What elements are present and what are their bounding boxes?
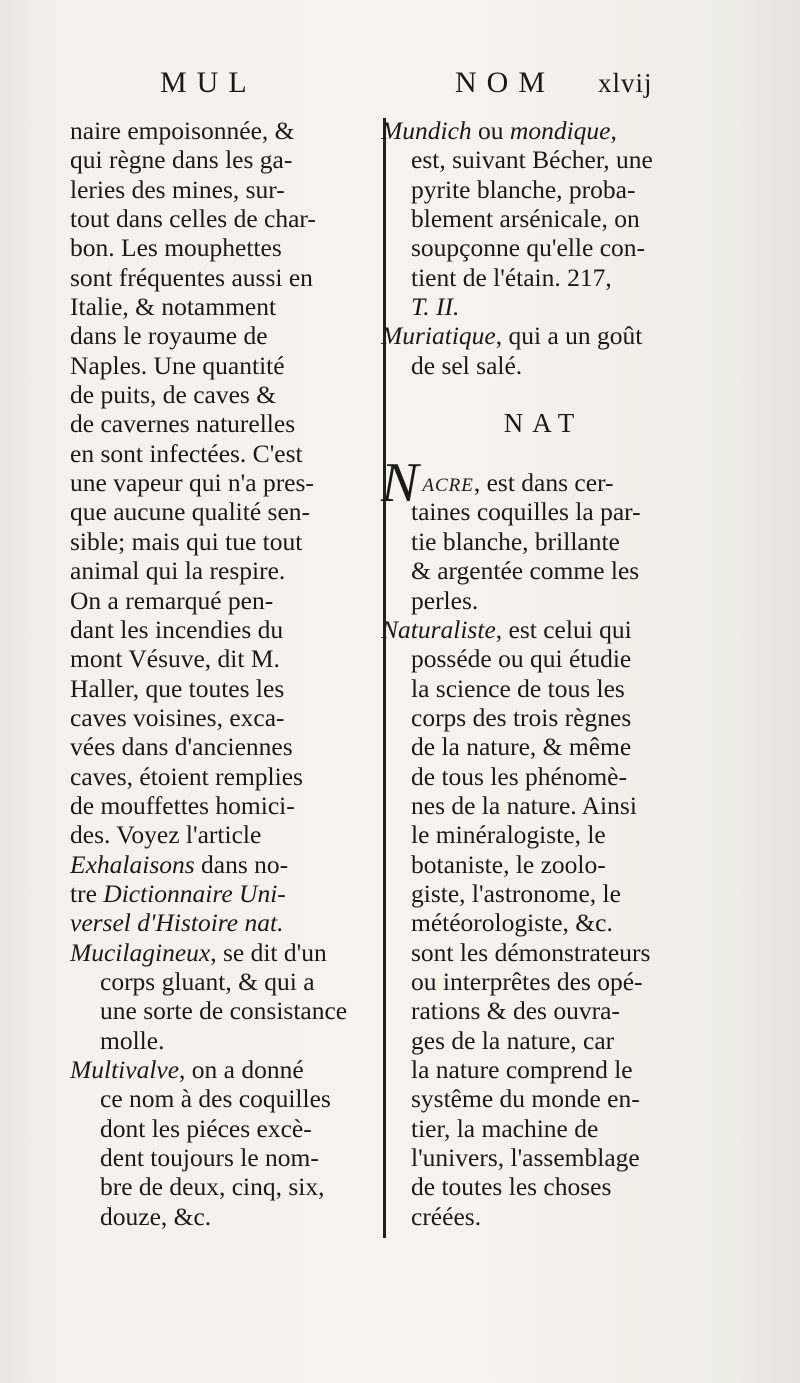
entry-headword: Naturaliste [381, 614, 496, 644]
entry-headword-line [381, 615, 696, 644]
entry-headword: Mundich [381, 116, 472, 145]
text-line: l'univers, l'assemblage [411, 1143, 640, 1173]
text-line: sont fréquentes aussi en [70, 262, 313, 292]
text-line: taines coquilles la par- [411, 497, 641, 527]
text-line: de sel salé. [411, 350, 523, 380]
text-line: de puits, de caves & [70, 380, 277, 410]
text-line: rations & des ouvra- [411, 996, 620, 1026]
italic-reference: versel d'Histoire nat. [70, 908, 284, 938]
entry-headword: Muriatique [381, 321, 496, 351]
text-line: ou interprêtes des opé- [411, 966, 643, 996]
text-line: une sorte de consistance [100, 996, 348, 1026]
text-line: douze, &c. [100, 1201, 212, 1231]
text-line: naire empoisonnée, & [70, 116, 295, 145]
text-line: tier, la machine de [411, 1113, 599, 1143]
text-line: blement arsénicale, on [411, 204, 640, 234]
page-number: xlvij [598, 68, 653, 98]
text-line: soupçonne qu'elle con- [411, 233, 646, 263]
text-fragment: , se dit d'un [210, 937, 327, 967]
text-line: sont les démonstrateurs [411, 937, 651, 967]
text-fragment: , est dans cer- [473, 468, 614, 498]
text-fragment: ou [471, 116, 510, 145]
text-line: ce nom à des coquilles [100, 1084, 331, 1114]
entry-headword: ACRE [422, 475, 474, 497]
running-head-right: NOM [455, 66, 556, 99]
text-fragment: tre [70, 878, 104, 908]
text-line: qui règne dans les ga- [70, 145, 293, 175]
text-line [70, 908, 375, 937]
text-line: posséde ou qui étudie [411, 644, 632, 674]
text-line: dant les incendies du [70, 614, 284, 644]
running-head-left: MUL [160, 66, 257, 99]
text-line: météorologiste, &c. [411, 908, 613, 938]
text-line: animal qui la respire. [70, 556, 286, 586]
text-line: molle. [100, 1025, 165, 1055]
text-line: leries des mines, sur- [70, 174, 285, 204]
text-line: corps des trois règnes [411, 702, 632, 732]
entry-headword-line [381, 116, 696, 145]
text-line: vées dans d'anciennes [70, 732, 293, 762]
italic-reference: Exhalaisons [70, 849, 195, 879]
text-line: dent toujours le nom- [100, 1143, 319, 1173]
text-line: perles. [411, 585, 479, 615]
text-line: corps gluant, & qui a [100, 966, 315, 996]
entry-headword: Mucilagineux [70, 937, 211, 967]
text-line: sible; mais qui tue tout [70, 526, 303, 556]
text-line: botaniste, le zoolo- [411, 849, 606, 879]
text-fragment: , qui a un goût [495, 321, 643, 351]
text-line: tient de l'étain. 217, [411, 262, 612, 292]
entry-headword-line [70, 1055, 375, 1084]
blank-line [381, 380, 696, 409]
text-line: pyrite blanche, proba- [411, 174, 636, 204]
right-column [381, 116, 696, 1231]
text-line: tie blanche, brillante [411, 526, 620, 556]
text-line: de la nature, & même [411, 732, 632, 762]
entry-headword-line [70, 938, 375, 967]
text-line: de toutes les choses [411, 1172, 612, 1202]
text-line: tout dans celles de char- [70, 204, 316, 234]
text-line: créées. [411, 1201, 482, 1231]
text-line: Haller, que toutes les [70, 673, 285, 703]
text-line [70, 850, 375, 879]
text-line: de mouffettes homici- [70, 790, 295, 820]
blank-line [381, 439, 696, 468]
text-line: Italie, & notamment [70, 292, 277, 322]
text-line: de cavernes naturelles [70, 409, 296, 439]
text-line: giste, l'astronome, le [411, 878, 621, 908]
text-fragment: , [610, 116, 617, 145]
entry-headword-line [381, 321, 696, 350]
text-line: nes de la nature. Ainsi [411, 790, 637, 820]
text-line: de tous les phénomè- [411, 761, 627, 791]
text-line: ges de la nature, car [411, 1025, 615, 1055]
text-line: systême du monde en- [411, 1084, 640, 1114]
text-line: T. II. [411, 292, 460, 322]
text-line: la science de tous les [411, 673, 625, 703]
text-line: dans le royaume de [70, 321, 268, 351]
text-line: bre de deux, cinq, six, [100, 1172, 325, 1202]
text-line: une vapeur qui n'a pres- [70, 468, 314, 498]
italic-reference: Dictionnaire Uni- [103, 878, 286, 908]
text-line: mont Vésuve, dit M. [70, 644, 280, 674]
entry-variant: mondique [509, 116, 611, 145]
text-line: dont les piéces excè- [100, 1113, 312, 1143]
text-line: caves voisines, exca- [70, 702, 285, 732]
text-line: la nature comprend le [411, 1055, 633, 1084]
text-line: est, suivant Bécher, une [411, 145, 653, 175]
text-line: en sont infectées. C'est [70, 438, 303, 468]
entry-headword: Multivalve [70, 1055, 180, 1084]
text-line: caves, étoient remplies [70, 761, 303, 791]
text-line: & argentée comme les [411, 556, 640, 586]
text-fragment: dans no- [194, 849, 289, 879]
section-heading: NAT [503, 408, 584, 439]
drop-cap: N [381, 452, 419, 515]
left-column [70, 116, 375, 1231]
text-line: le minéralogiste, le [411, 820, 606, 850]
text-line: Naples. Une quantité [70, 350, 285, 380]
text-line [70, 879, 375, 908]
text-line: que aucune qualité sen- [70, 497, 311, 527]
text-line: bon. Les mouphettes [70, 233, 282, 263]
text-line: des. Voyez l'article [70, 820, 262, 850]
text-fragment: , on a donné [179, 1055, 304, 1084]
text-line: On a remarqué pen- [70, 585, 274, 615]
text-fragment: , est celui qui [495, 614, 632, 644]
